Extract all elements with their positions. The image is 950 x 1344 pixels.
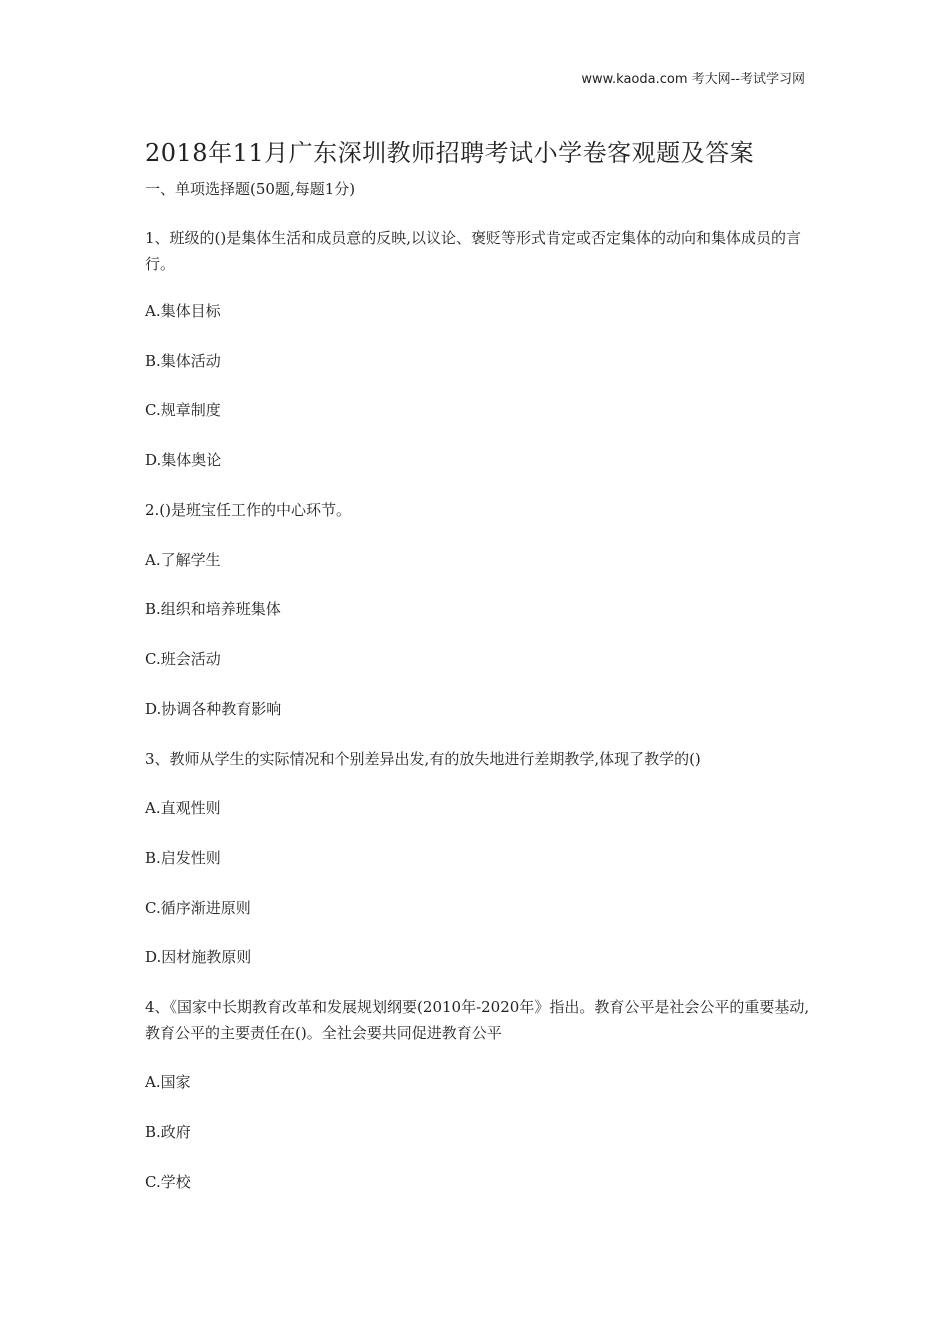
answer-option: B.组织和培养班集体 [145, 600, 281, 618]
section-heading: 一、单项选择题(50题,每题1分) [145, 180, 356, 198]
question-stem: 2.()是班宝任工作的中心环节。 [145, 501, 352, 519]
answer-option: A.直观性则 [145, 799, 221, 817]
question-stem: 1、班级的()是集体生活和成员意的反映,以议论、褒贬等形式肯定或否定集体的动向和集体成员的言行。 [145, 229, 802, 273]
answer-option: A.了解学生 [145, 551, 221, 569]
answer-option: C.学校 [145, 1173, 191, 1191]
question-stem: 3、教师从学生的实际情况和个别差异出发,有的放失地进行差期教学,体现了教学的() [145, 750, 701, 768]
answer-option: B.政府 [145, 1123, 191, 1141]
answer-option: A.集体目标 [145, 302, 221, 320]
answer-option: C.规章制度 [145, 401, 221, 419]
answer-option: D.集体奥论 [145, 451, 222, 469]
answer-option: C.循序渐进原则 [145, 899, 251, 917]
question-stem: 4、《国家中长期教育改革和发展规划纲要(2010年-2020年》指出。教育公平是社会公平的重要基动,教育公平的主要责任在()。全社会要共同促进教育公平 [145, 998, 810, 1042]
answer-option: C.班会活动 [145, 650, 221, 668]
answer-option: B.集体活动 [145, 352, 221, 370]
answer-option: B.启发性则 [145, 849, 221, 867]
document-title: 2018年11月广东深圳教师招聘考试小学卷客观题及答案 [145, 139, 755, 167]
answer-option: D.因材施教原则 [145, 948, 252, 966]
answer-option: A.国家 [145, 1073, 191, 1091]
site-header[interactable]: www.kaoda.com 考大网--考试学习网 [581, 72, 805, 87]
answer-option: D.协调各种教育影响 [145, 700, 282, 718]
